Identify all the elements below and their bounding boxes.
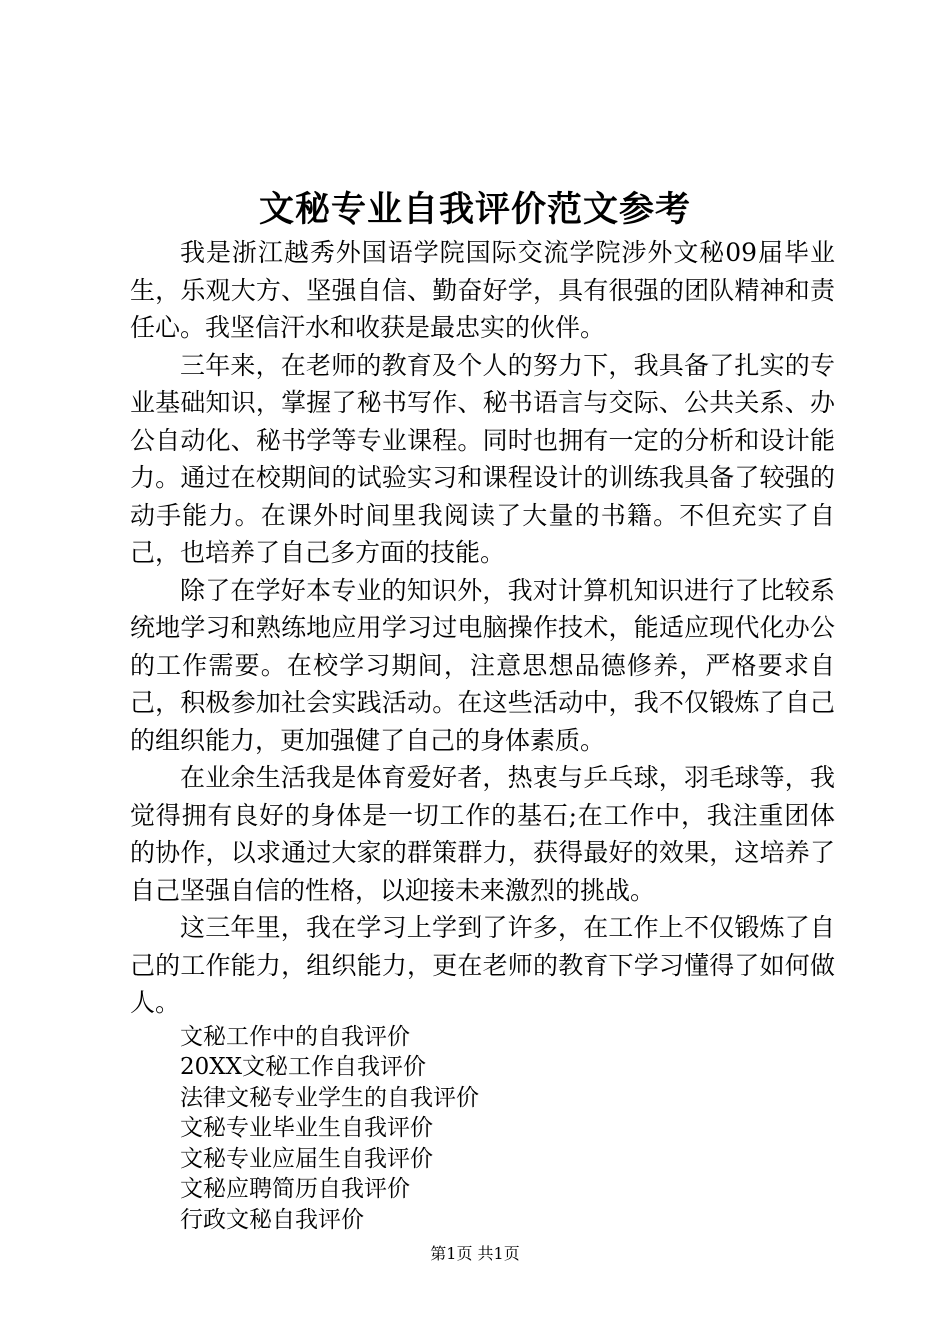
paragraph: 三年来，在老师的教育及个人的努力下，我具备了扎实的专业基础知识，掌握了秘书写作、秘书语言与交际、公共关系、办公自动化、秘书学等专业课程。同时也拥有一定的分析和设计能力。通过在校期间的试验实习和课程设计的训练我具备了较强的动手能力。在课外时间里我阅读了大量的书籍。不但充实了自己，也培养了自己多方面的技能。 xyxy=(130,350,835,567)
page-footer: 第1页 共1页 xyxy=(430,1244,520,1263)
related-link[interactable]: 法律文秘专业学生的自我评价 xyxy=(180,1084,479,1111)
page-title: 文秘专业自我评价范文参考 xyxy=(258,189,691,230)
related-link[interactable]: 文秘专业应届生自我评价 xyxy=(180,1145,433,1172)
related-link[interactable]: 文秘工作中的自我评价 xyxy=(180,1023,410,1050)
document-body xyxy=(130,234,835,1235)
paragraph: 这三年里，我在学习上学到了许多，在工作上不仅锻炼了自己的工作能力，组织能力，更在老师的教育下学习懂得了如何做人。 xyxy=(130,913,835,1017)
related-link[interactable]: 20XX文秘工作自我评价 xyxy=(180,1054,427,1080)
related-link[interactable]: 行政文秘自我评价 xyxy=(180,1206,364,1233)
related-link[interactable]: 文秘应聘简历自我评价 xyxy=(180,1176,410,1202)
paragraph: 除了在学好本专业的知识外，我对计算机知识进行了比较系统地学习和熟练地应用学习过电脑操作技术，能适应现代化办公的工作需要。在校学习期间，注意思想品德修养，严格要求自己，积极参加社会实践活动。在这些活动中，我不仅锻炼了自己的组织能力，更加强健了自己的身体素质。 xyxy=(130,575,835,755)
related-links-list xyxy=(130,1022,835,1236)
related-link[interactable]: 文秘专业毕业生自我评价 xyxy=(180,1115,433,1141)
paragraph: 我是浙江越秀外国语学院国际交流学院涉外文秘09届毕业生，乐观大方、坚强自信、勤奋好学，具有很强的团队精神和责任心。我坚信汗水和收获是最忠实的伙伴。 xyxy=(130,238,835,342)
paragraph: 在业余生活我是体育爱好者，热衷与乒乓球，羽毛球等，我觉得拥有良好的身体是一切工作的基石;在工作中，我注重团体的协作，以求通过大家的群策群力，获得最好的效果，这培养了自己坚强自信的性格，以迎接未来激烈的挑战。 xyxy=(130,763,835,905)
